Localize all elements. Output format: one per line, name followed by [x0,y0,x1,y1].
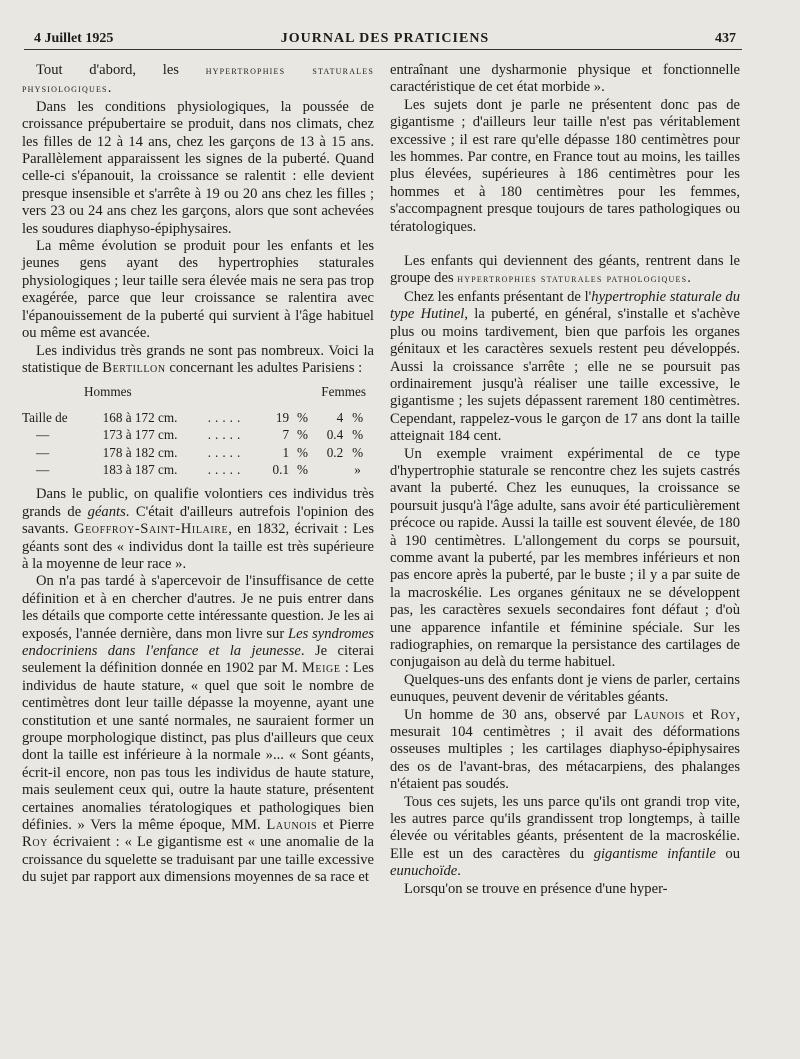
paragraph: Lorsqu'on se trouve en présence d'une hyper- [404,880,668,897]
paragraph: Un exemple vraiment expérimental de ce type d'hypertrophie staturale se rencontre chez les sujets castrés avant la puberté. Chez les eunuques, la croissance se poursuit jusqu'à l'âge adulte, sans avoir été particulièrement précoce ou rapide. Aussi la taille est souvent élevée, de 180 à 190 centimètres. L'allongement du corps se poursuit, comme avant la puberté, par les membres inférieurs et non pas encore après la puberté, par le buste ; il y a par suite de la macroskélie. Les organes génitaux ne se développent pas, les caractères sexuels secondaires font défaut ; d'où une apparence infantile et féminine spéciale. Sur les radiographies, on remarque la persistance des cartilages de conjugaison au delà du terme habituel. [390,445,740,671]
issue-date: 4 Juillet 1925 [34,31,114,46]
column-header-men: Hommes [84,384,132,400]
left-column [22,62,374,887]
section-break [390,236,740,253]
paragraph: Tous ces sujets, les uns parce qu'ils ont grandi trop vite, les autres parce qu'ils grandissent trop longtemps, à taille élevée ou véritables géants, présentent de la macroskélie. Elle est un des caractères du gigantisme infantile ou eunuchoïde. [390,793,741,880]
column-header-women: Femmes [321,384,366,400]
table-row: — 178 à 182 cm. ..... 1 % 0.2 % [36,444,364,460]
journal-title: JOURNAL DES PRATICIENS [280,31,490,46]
table-row: — 183 à 187 cm. ..... 0.1 % » [36,461,361,477]
table-row: — 173 à 177 cm. ..... 7 % 0.4 % [36,427,364,443]
paragraph: Les enfants qui deviennent des géants, rentrent dans le groupe des hypertrophies staturales pathologiques. [390,253,740,287]
table-header-row [22,383,372,408]
right-column [390,62,740,898]
paragraph: On n'a pas tardé à s'apercevoir de l'insuffisance de cette définition et à en chercher d'autres. Je ne puis entrer dans les détails que comporte cette intéressante question. Je les ai exposés, l'année dernière, dans mon livre sur Les syndromes endocriniens dans l'enfance et la jeunesse. Je citerai seulement la définition donnée en 1902 par M. Meige : Les individus de haute stature, « quel que soit le nombre de centimètres dont leur taille dépasse la moyenne, ayant une constitution et une santé normales, ne sauraient former un groupe morphologique distinct, pas plus d'ailleurs que ceux dont la taille est inférieure à la normale »... « Sont géants, écrit-il encore, non pas tous les individus de haute stature, mais seulement ceux qui, outre la haute stature, présentent certaines anomalies tératologiques et pathologiques bien définies. » Vers la même époque, MM. Launois et Pierre Roy écrivaient : « Le gigantisme est « une anomalie de la croissance du squelette se traduisant par une taille excessive du sujet par rapport aux dimensions moyennes de sa race et [22,573,374,886]
table-row: Taille de 168 à 172 cm. ..... 19 % 4 % [22,409,364,425]
paragraph: Un homme de 30 ans, observé par Launois et Roy, mesurait 104 centimètres ; il avait des déformations osseuses multiples ; les cartilages diaphyso-épiphysaires des os de l'avant-bras, des métacarpiens, des phalanges n'étaient pas soudés. [390,706,740,793]
paragraph: entraînant une dysharmonie physique et fonctionnelle caractéristique de cet état morbide ». [390,62,740,96]
paragraph: La même évolution se produit pour les enfants et les jeunes gens ayant des hypertrophies staturales physiologiques ; leur taille sera élevée mais ne sera pas trop exagérée, parce que leur croissance se ralentira avec l'épanouissement de la puberté qui survient à l'âge habituel ou même est avancée. [22,238,374,342]
paragraph: Les sujets dont je parle ne présentent donc pas de gigantisme ; d'ailleurs leur taille n'est pas véritablement excessive ; il est rare qu'elle dépasse 180 centimètres pour les hommes. Par contre, en France tout au moins, les tailles plus élevées, supérieures à 186 centimètres pour les hommes et à 180 centimètres pour les femmes, s'accompagnent presque toujours de tares pathologiques ou tératologiques. [390,96,740,235]
paragraph: Quelques-uns des enfants dont je viens de parler, certains eunuques, peuvent devenir de véritables géants. [390,671,740,706]
paragraph: Dans les conditions physiologiques, la poussée de croissance prépubertaire se produit, dans nos climats, chez les filles de 12 à 14 ans, chez les garçons de 13 à 15 ans. Parallèlement apparaissent les signes de la puberté. Quand celle-ci s'épanouit, la croissance se ralentit : elle devient presque insensible et s'arrête à 19 ou 20 ans chez les filles ; vers 23 ou 24 ans chez les garçons, alors que sont achevées les soudures diaphyso-épiphysaires. [22,98,374,237]
paragraph: Les individus très grands ne sont pas nombreux. Voici la statistique de Bertillon concernant les adultes Parisiens : [22,342,374,376]
paragraph: Tout d'abord, les hypertrophies staturales physiologiques. [22,62,374,97]
height-statistics-table [22,383,372,478]
running-header [34,31,736,49]
paragraph: Chez les enfants présentant de l'hypertrophie staturale du type Hutinel, la puberté, en général, s'installe et s'achève plus ou moins tardivement, bien que parfois les organes génitaux et les caractères sexuels restent peu développés. Aussi la croissance s'arrête ; elle ne se poursuit pas ordinairement jusqu'à réaliser une taille excessive, le gigantisme ; les sujets dépassent rarement 180 centimètres. Cependant, rappelez-vous le garçon de 17 ans dont la taille atteignait 184 cent. [390,288,741,445]
page-number: 437 [715,31,736,46]
paragraph: Dans le public, on qualifie volontiers ces individus très grands de géants. C'était d'ailleurs autrefois l'opinion des savants. Geoffroy-Saint-Hilaire, en 1832, écrivait : Les géants sont des « individus dont la taille est très supérieure à la moyenne de leur race ». [22,486,374,572]
header-rule [24,49,742,50]
